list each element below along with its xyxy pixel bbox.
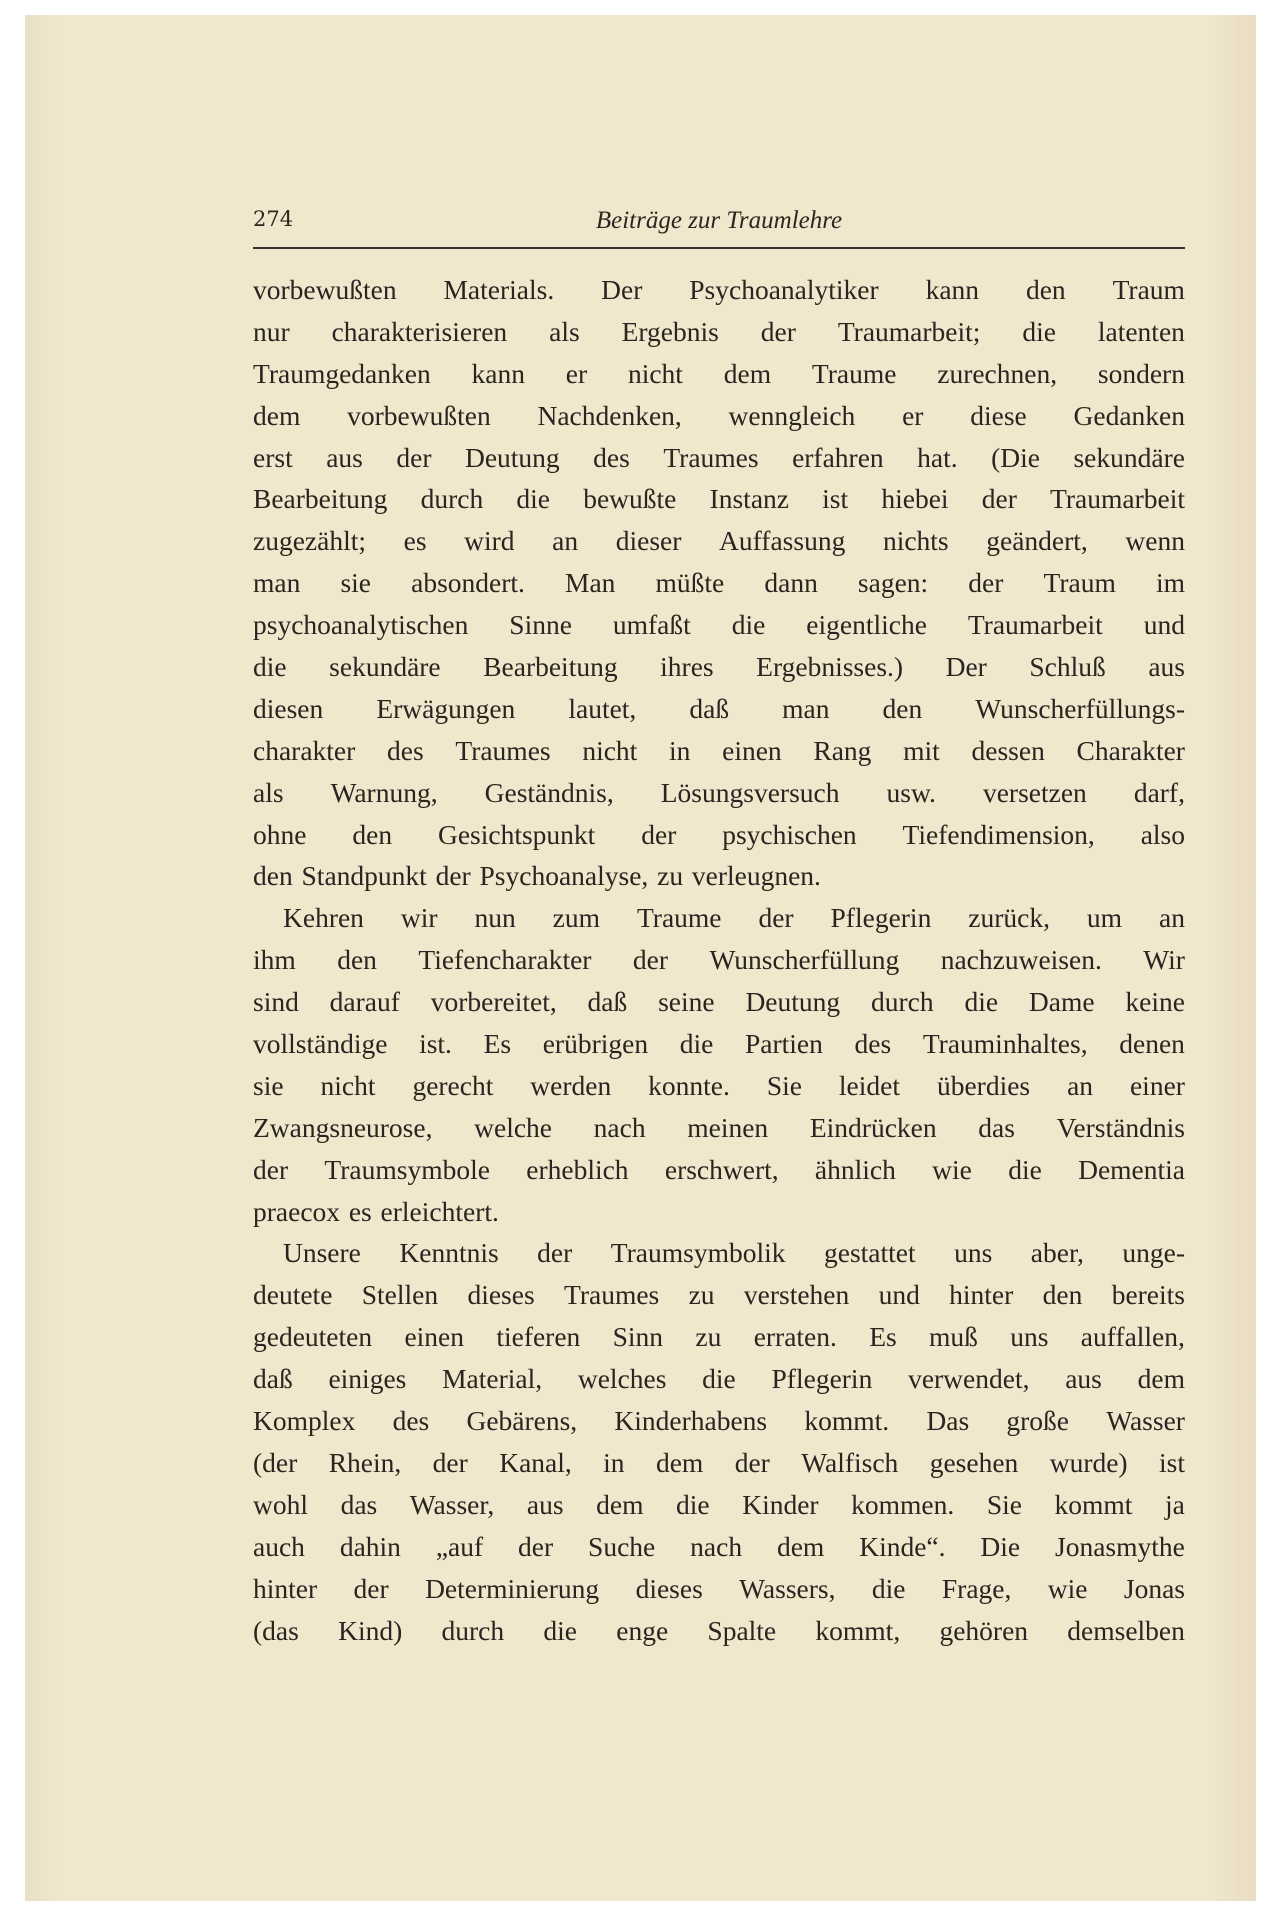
- text-line: Unsere Kenntnis der Traumsymbolik gestattet uns aber, unge-: [283, 1237, 1185, 1269]
- text-line: Bearbeitung durch die bewußte Instanz ist hiebei der Traumarbeit: [253, 483, 1185, 515]
- text-line: deutete Stellen dieses Traumes zu verstehen und hinter den bereits: [253, 1279, 1185, 1311]
- text-line: zugezählt; es wird an dieser Auffassung nichts geändert, wenn: [253, 525, 1185, 557]
- text-line: als Warnung, Geständnis, Lösungsversuch usw. versetzen darf,: [253, 776, 1185, 808]
- text-line: diesen Erwägungen lautet, daß man den Wunscherfüllungs-: [253, 692, 1185, 724]
- running-header: [253, 207, 1185, 243]
- paragraph: [253, 269, 1185, 897]
- page-number: 274: [253, 207, 294, 231]
- text-line: charakter des Traumes nicht in einen Rang mit dessen Charakter: [253, 734, 1185, 766]
- text-line: gedeuteten einen tieferen Sinn zu erraten. Es muß uns auffallen,: [253, 1321, 1185, 1353]
- text-line: Traumgedanken kann er nicht dem Traume zurechnen, sondern: [253, 357, 1185, 389]
- text-line: nur charakterisieren als Ergebnis der Traumarbeit; die latenten: [253, 315, 1185, 347]
- text-line: Zwangsneurose, welche nach meinen Eindrücken das Verständnis: [253, 1111, 1185, 1143]
- header-rule: [253, 247, 1185, 249]
- text-line: dem vorbewußten Nachdenken, wenngleich er diese Gedanken: [253, 399, 1185, 431]
- book-page: [25, 15, 1256, 1901]
- text-line: wohl das Wasser, aus dem die Kinder kommen. Sie kommt ja: [253, 1488, 1185, 1520]
- text-line: die sekundäre Bearbeitung ihres Ergebnisses.) Der Schluß aus: [253, 651, 1185, 683]
- text-line: sind darauf vorbereitet, daß seine Deutung durch die Dame keine: [253, 986, 1185, 1018]
- body-text: [253, 269, 1185, 1651]
- text-line: (das Kind) durch die enge Spalte kommt, gehören demselben: [253, 1614, 1185, 1646]
- text-line: auch dahin „auf der Suche nach dem Kinde“. Die Jonasmythe: [253, 1530, 1185, 1562]
- text-line: erst aus der Deutung des Traumes erfahren hat. (Die sekundäre: [253, 441, 1185, 473]
- text-line: (der Rhein, der Kanal, in dem der Walfisch gesehen wurde) ist: [253, 1446, 1185, 1478]
- running-title: Beiträge zur Traumlehre: [595, 207, 843, 234]
- paragraph: [253, 897, 1185, 1232]
- text-line: vorbewußten Materials. Der Psychoanalytiker kann den Traum: [253, 274, 1185, 305]
- text-line: den Standpunkt der Psychoanalyse, zu verleugnen.: [253, 860, 821, 892]
- text-line: praecox es erleichtert.: [253, 1195, 499, 1227]
- text-line: vollständige ist. Es erübrigen die Partien des Trauminhaltes, denen: [253, 1028, 1185, 1060]
- paragraph: [253, 1232, 1185, 1651]
- text-line: der Traumsymbole erheblich erschwert, ähnlich wie die Dementia: [253, 1153, 1185, 1185]
- text-line: daß einiges Material, welches die Pflegerin verwendet, aus dem: [253, 1363, 1185, 1395]
- text-line: ihm den Tiefencharakter der Wunscherfüllung nachzuweisen. Wir: [253, 944, 1185, 976]
- text-line: ohne den Gesichtspunkt der psychischen Tiefendimension, also: [253, 818, 1185, 850]
- text-line: sie nicht gerecht werden konnte. Sie leidet überdies an einer: [253, 1069, 1185, 1101]
- text-line: Kehren wir nun zum Traume der Pflegerin zurück, um an: [283, 902, 1185, 934]
- text-line: hinter der Determinierung dieses Wassers, die Frage, wie Jonas: [253, 1572, 1185, 1604]
- text-line: psychoanalytischen Sinne umfaßt die eigentliche Traumarbeit und: [253, 609, 1185, 641]
- text-line: Komplex des Gebärens, Kinderhabens kommt. Das große Wasser: [253, 1405, 1185, 1437]
- text-line: man sie absondert. Man müßte dann sagen: der Traum im: [253, 567, 1185, 599]
